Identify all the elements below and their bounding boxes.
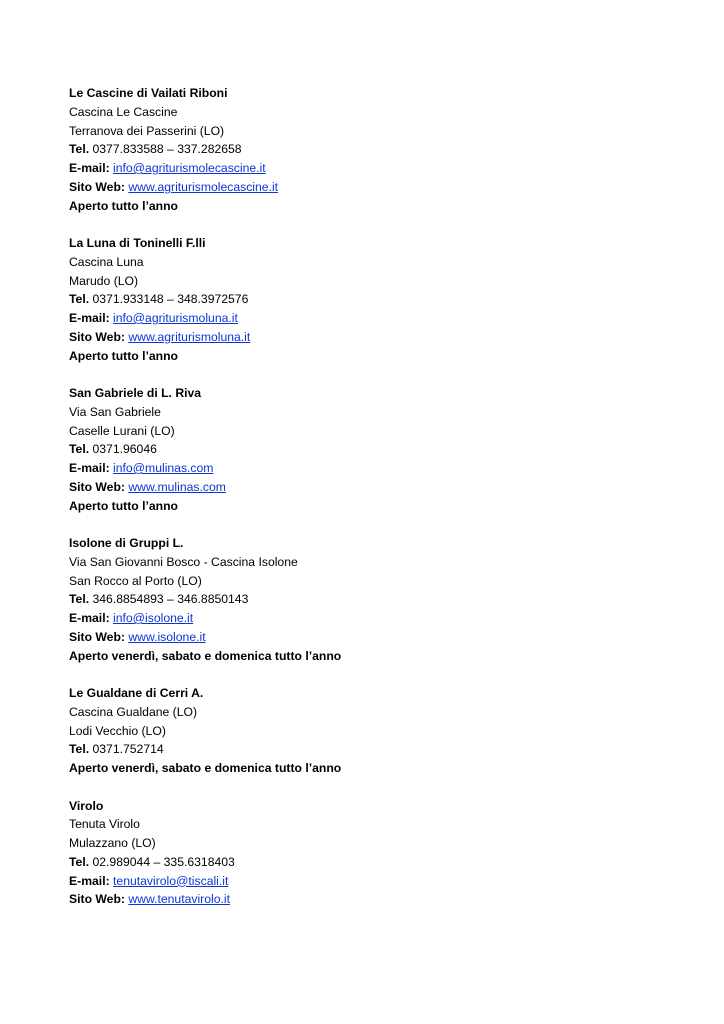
phone-label: Tel. <box>69 742 90 757</box>
farm-town: Lodi Vecchio (LO) <box>69 723 166 738</box>
website-link[interactable]: www.mulinas.com <box>128 479 226 494</box>
email-link[interactable]: info@isolone.it <box>113 611 194 625</box>
document-page <box>69 84 689 928</box>
email-label: E-mail: <box>69 873 110 888</box>
website-link[interactable]: www.agriturismolecascine.it <box>128 179 279 194</box>
phone-line <box>69 740 689 759</box>
opening-hours: Aperto tutto l’anno <box>69 198 178 213</box>
farm-town: Caselle Lurani (LO) <box>69 423 175 438</box>
phone-number: 0371.96046 <box>89 442 157 457</box>
email-line <box>69 609 689 628</box>
opening-hours: Aperto venerdì, sabato e domenica tutto l’anno <box>69 648 342 663</box>
farm-entry <box>69 84 689 215</box>
farm-entry <box>69 234 689 365</box>
phone-line <box>69 590 689 609</box>
email-link[interactable]: info@agriturismolecascine.it <box>113 161 266 175</box>
phone-line <box>69 290 689 309</box>
website-link[interactable]: www.agriturismoluna.it <box>128 329 251 344</box>
phone-number: 346.8854893 – 346.8850143 <box>89 592 249 607</box>
website-label: Sito Web: <box>69 892 125 907</box>
farm-address-line: Cascina Gualdane (LO) <box>69 704 198 719</box>
farm-name: San Gabriele di L. Riva <box>69 386 202 400</box>
opening-hours: Aperto tutto l’anno <box>69 498 178 513</box>
farm-town: San Rocco al Porto (LO) <box>69 573 202 588</box>
email-link[interactable]: tenutavirolo@tiscali.it <box>113 873 229 888</box>
website-label: Sito Web: <box>69 179 125 194</box>
phone-label: Tel. <box>69 592 90 607</box>
phone-line <box>69 440 689 459</box>
farm-address-line: Cascina Luna <box>69 254 144 269</box>
email-line <box>69 159 689 178</box>
website-link[interactable]: www.isolone.it <box>128 629 206 644</box>
email-line <box>69 872 689 891</box>
farm-entry <box>69 797 689 910</box>
email-link[interactable]: info@agriturismoluna.it <box>113 311 238 325</box>
website-line <box>69 328 689 347</box>
phone-number: 02.989044 – 335.6318403 <box>92 854 235 869</box>
farm-name: Le Cascine di Vailati Riboni <box>69 86 228 100</box>
farm-entry <box>69 384 689 515</box>
email-label: E-mail: <box>69 161 110 175</box>
phone-number: 0377.833588 – 337.282658 <box>89 142 242 157</box>
website-line <box>69 178 689 197</box>
opening-hours: Aperto tutto l’anno <box>69 348 178 363</box>
farm-address-line: Tenuta Virolo <box>69 817 140 832</box>
email-line <box>69 309 689 328</box>
phone-number: 0371.933148 – 348.3972576 <box>89 292 249 307</box>
farm-address-line: Via San Giovanni Bosco - Cascina Isolone <box>69 554 298 569</box>
farm-town: Marudo (LO) <box>69 273 139 288</box>
farm-entry <box>69 534 689 665</box>
email-line <box>69 459 689 478</box>
email-link[interactable]: info@mulinas.com <box>113 461 214 475</box>
farm-address-line: Via San Gabriele <box>69 404 161 419</box>
farm-name: La Luna di Toninelli F.lli <box>69 236 206 250</box>
farm-name: Isolone di Gruppi L. <box>69 536 184 550</box>
email-label: E-mail: <box>69 311 110 325</box>
farm-town: Mulazzano (LO) <box>69 836 156 850</box>
farm-entry <box>69 684 689 778</box>
email-label: E-mail: <box>69 461 110 475</box>
phone-line <box>69 140 689 159</box>
website-label: Sito Web: <box>69 329 125 344</box>
website-link[interactable]: www.tenutavirolo.it <box>128 892 230 907</box>
farm-address-line: Cascina Le Cascine <box>69 104 178 119</box>
phone-label: Tel. <box>69 292 90 307</box>
website-label: Sito Web: <box>69 479 125 494</box>
email-label: E-mail: <box>69 611 110 625</box>
website-line <box>69 890 689 909</box>
phone-label: Tel. <box>69 142 90 157</box>
website-label: Sito Web: <box>69 629 125 644</box>
phone-label: Tel. <box>69 854 90 869</box>
farm-town: Terranova dei Passerini (LO) <box>69 123 225 138</box>
phone-number: 0371.752714 <box>89 742 164 757</box>
phone-line <box>69 853 689 872</box>
farm-name: Le Gualdane di Cerri A. <box>69 686 204 700</box>
farm-name: Virolo <box>69 798 104 813</box>
opening-hours: Aperto venerdì, sabato e domenica tutto l’anno <box>69 761 342 775</box>
website-line <box>69 628 689 647</box>
phone-label: Tel. <box>69 442 90 457</box>
website-line <box>69 478 689 497</box>
